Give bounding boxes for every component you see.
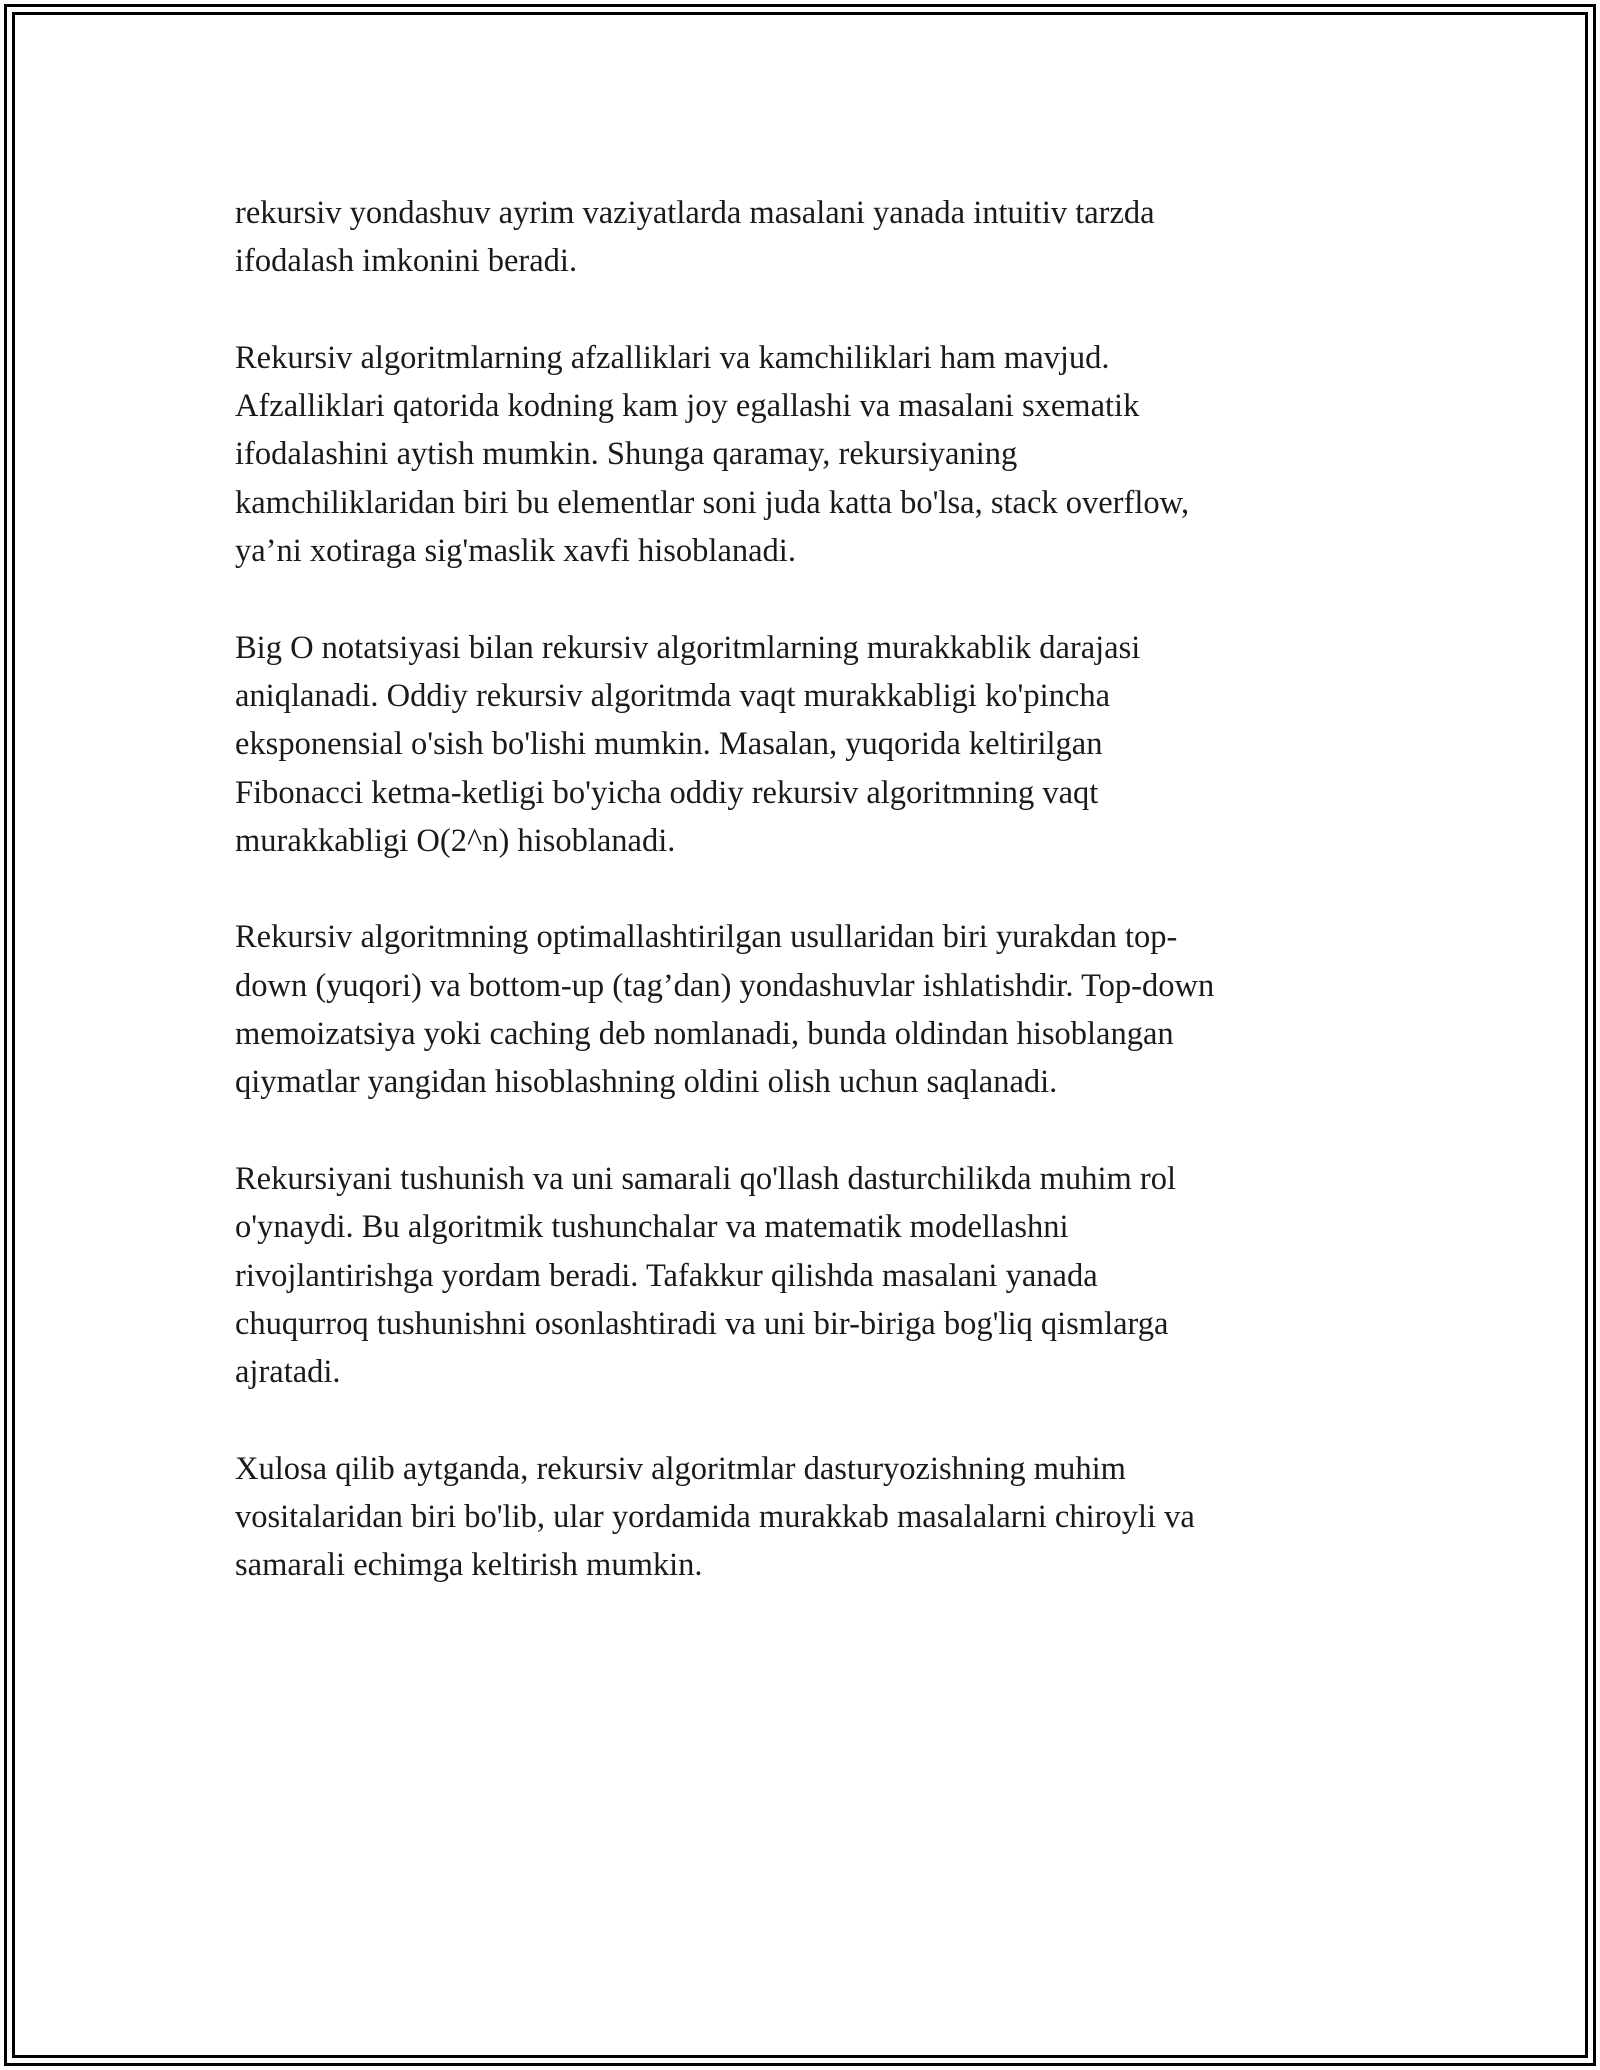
paragraph-advantages-disadvantages: Rekursiv algoritmlarning afzalliklari va kamchiliklari ham mavjud. Afzalliklari qatorida kodning kam joy egallashi va masalani sxematik ifodalashini aytish mumkin. Shunga qaramay, rekursiyaning kamchiliklaridan biri bu elementlar soni juda katta bo'lsa, stack overflow, ya’ni xotiraga sig'maslik xavfi hisoblanadi. [235, 339, 1190, 570]
paragraph-optimization-methods: Rekursiv algoritmning optimallashtirilgan usullaridan biri yurakdan top- down (yuqori) va bottom-up (tag’dan) yondashuvlar ishlatishdir. Top-down memoizatsiya yoki caching deb nomlanadi, bunda oldindan hisoblangan qiymatlar yangidan hisoblashning oldini olish uchun saqlanadi. [235, 919, 1215, 1101]
paragraph-big-o-complexity: Big O notatsiyasi bilan rekursiv algoritmlarning murakkablik darajasi aniqlanadi. Oddiy rekursiv algoritmda vaqt murakkabligi ko'pincha eksponensial o'sish bo'lishi mumkin. Masalan, yuqorida keltirilgan Fibonacci ketma-ketligi bo'yicha oddiy rekursiv algoritmning vaqt murakkabligi O(2^n) hisoblanadi. [235, 629, 1141, 859]
paragraph-recursive-intuition: rekursiv yondashuv ayrim vaziyatlarda masalani yanada intuitiv tarzda ifodalash imkonini beradi. [235, 195, 1155, 280]
paragraph-conclusion: Xulosa qilib aytganda, rekursiv algoritmlar dasturyozishning muhim vositalaridan biri bo'lib, ular yordamida murakkab masalalarni chiroyli va samarali echimga keltirish mumkin. [235, 1450, 1195, 1584]
document-body [235, 189, 1385, 1638]
paragraph-understanding-recursion: Rekursiyani tushunish va uni samarali qo'llash dasturchilikda muhim rol o'ynaydi. Bu algoritmik tushunchalar va matematik modellashni rivojlantirishga yordam beradi. Tafakkur qilishda masalani yanada chuqurroq tushunishni osonlashtiradi va uni bir-biriga bog'liq qismlarga ajratadi. [235, 1160, 1176, 1391]
